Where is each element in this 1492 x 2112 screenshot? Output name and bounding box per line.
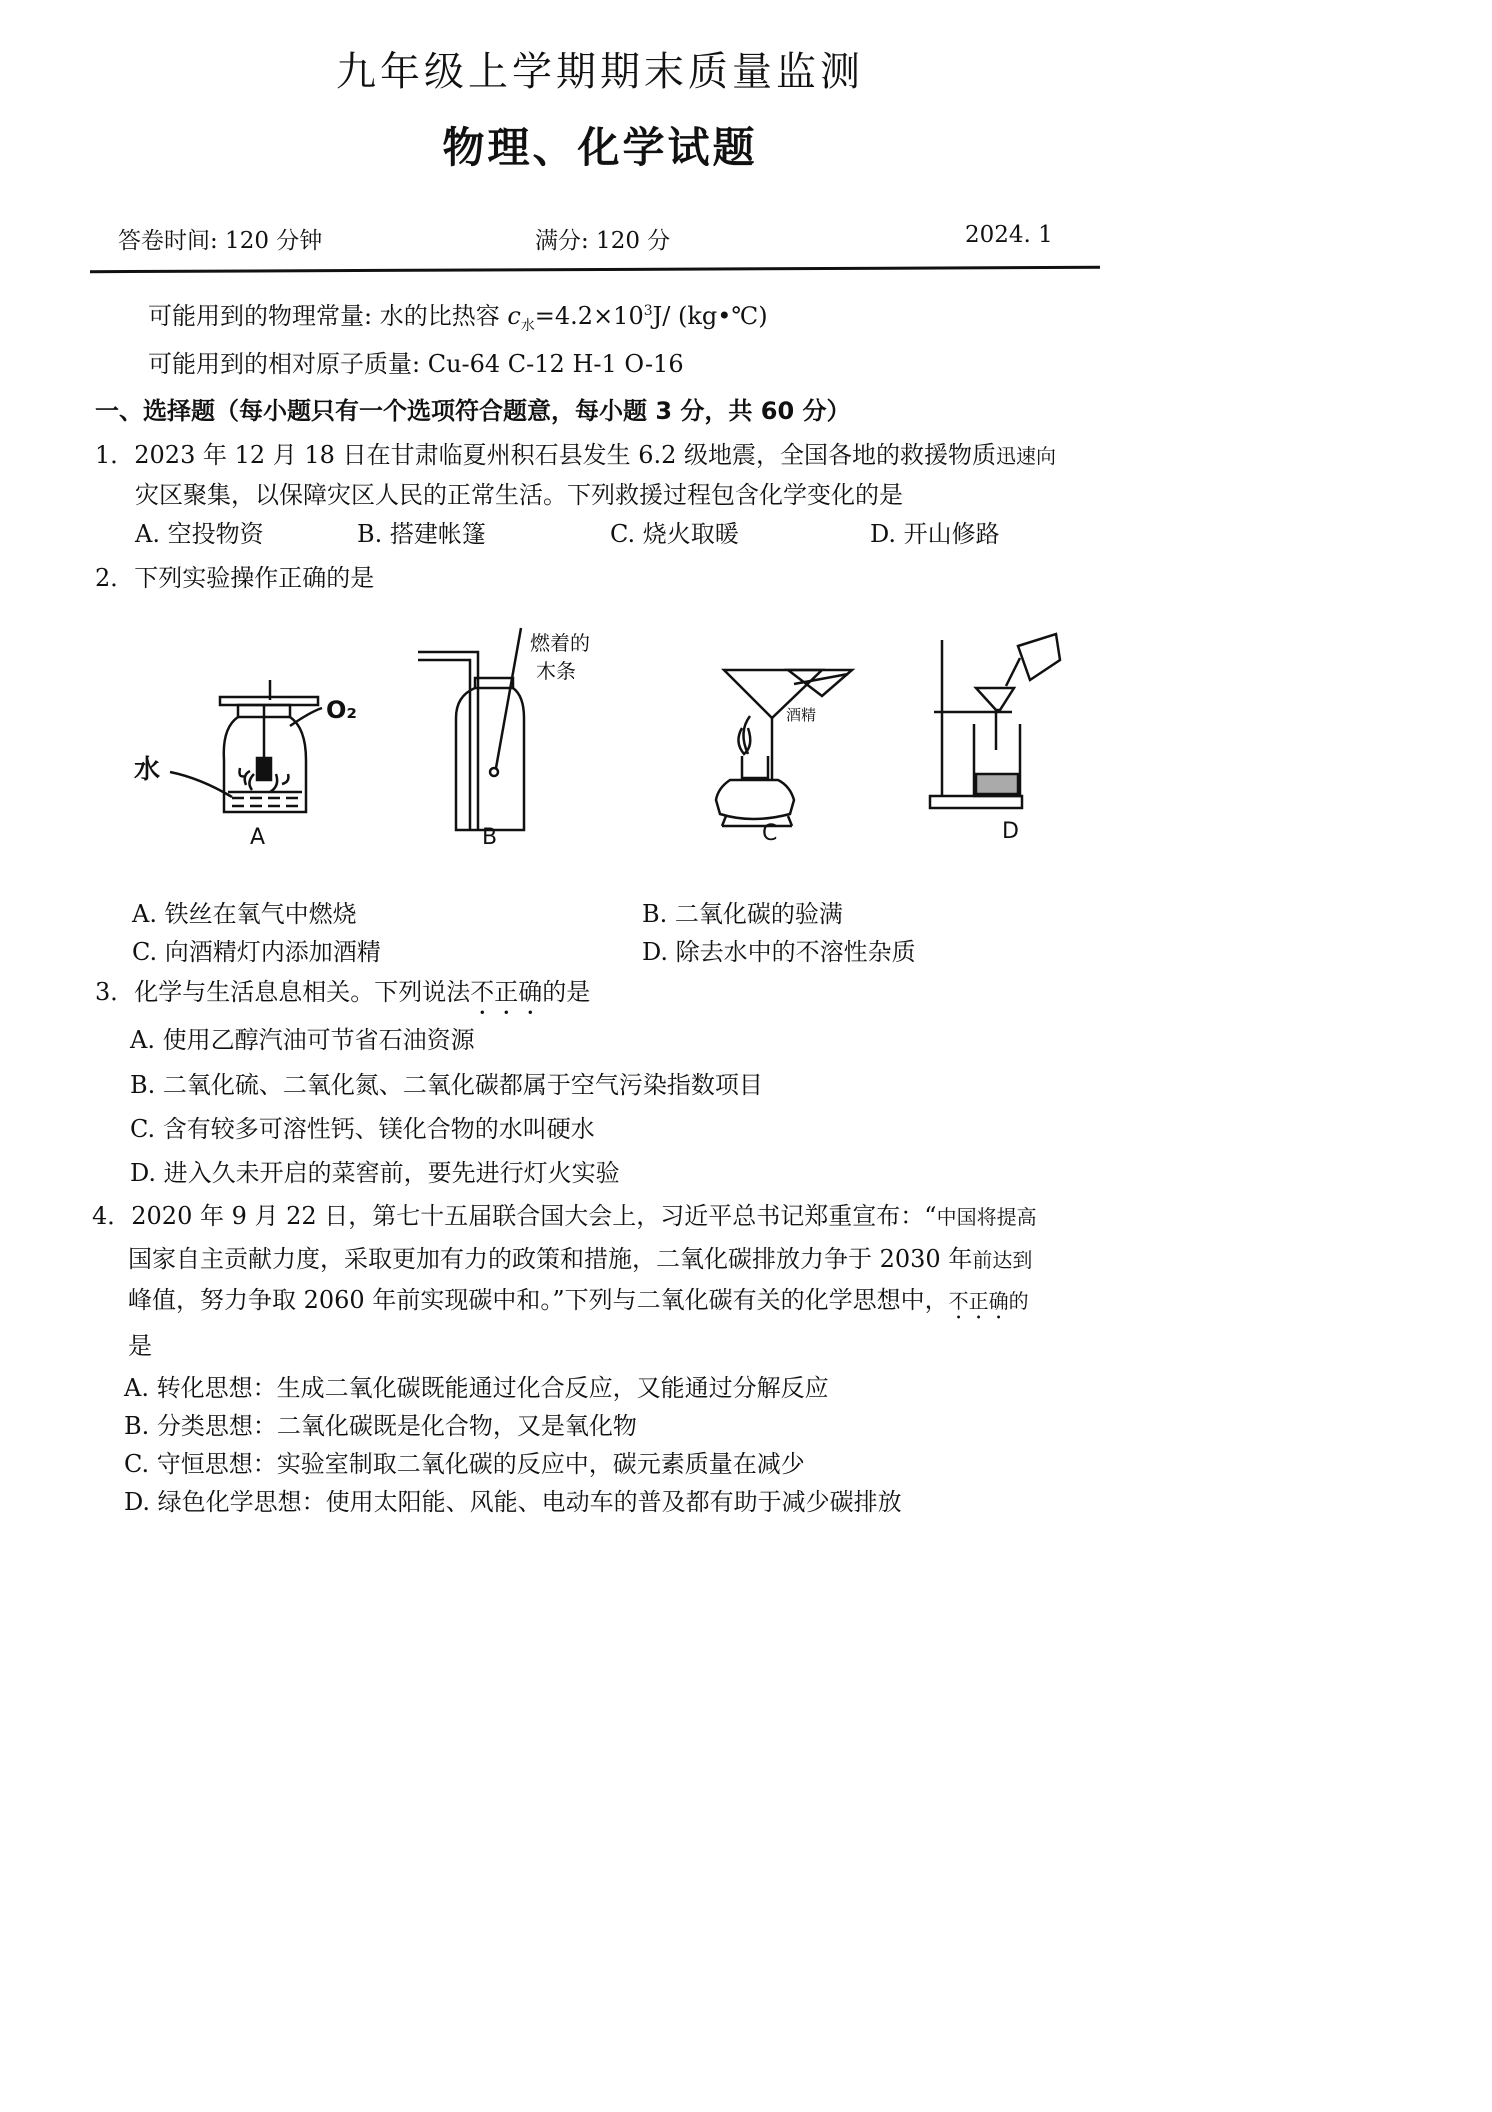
figure-stick-label-1: 燃着的 [530,631,590,655]
q4-option-d: D. 绿色化学思想：使用太阳能、风能、电动车的普及都有助于减少碳排放 [124,1488,902,1516]
q4-stem-line3 [128,1280,1029,1324]
q3-stem-emphasis: 不正确 [470,978,543,1006]
q1-option-b: B. 搭建帐篷 [357,520,486,548]
figure-label-b: B [482,825,498,850]
q4-line3-tail: 的 [1008,1289,1029,1313]
q2-option-d: D. 除去水中的不溶性杂质 [642,938,916,966]
q4-option-a: A. 转化思想：生成二氧化碳既能通过化合反应，又能通过分解反应 [124,1374,829,1402]
exam-score: 满分: 120 分 [535,228,671,254]
q2-option-c: C. 向酒精灯内添加酒精 [132,938,381,966]
q2-stem: 2．下列实验操作正确的是 [95,564,375,592]
header-divider [90,266,1100,273]
q4-line2-tail: 前达到 [972,1248,1033,1272]
atomic-masses: 可能用到的相对原子质量: Cu-64 C-12 H-1 O-16 [148,350,684,378]
q3-option-d: D. 进入久未开启的菜窖前，要先进行灯火实验 [130,1159,620,1187]
physics-constant-unit: J/ (kg•℃) [652,302,768,330]
q4-stem-line4: 是 [128,1332,152,1360]
q1-line1-text: 1．2023 年 12 月 18 日在甘肃临夏州积石县发生 6.2 级地震，全国各地的救援物质 [95,441,996,469]
q3-stem [95,972,590,1020]
exam-time: 答卷时间: 120 分钟 [118,228,323,254]
physics-constant-exponent: 3 [643,303,653,319]
q1-option-d: D. 开山修路 [870,520,1000,548]
q1-line1-tail: 迅速向 [996,444,1056,468]
q3-option-a: A. 使用乙醇汽油可节省石油资源 [130,1026,475,1054]
q4-line3-emphasis: 不正确 [948,1289,1009,1313]
q4-line1-tail: 中国将提高 [936,1205,1037,1229]
exam-title: 九年级上学期期末质量监测 [336,49,864,95]
physics-constant-subscript: 水 [520,317,535,334]
exam-subtitle: 物理、化学试题 [442,123,758,172]
q2-option-b: B. 二氧化碳的验满 [642,900,843,928]
section-heading: 一、选择题（每小题只有一个选项符合题意，每小题 3 分，共 60 分） [95,397,851,425]
figure-stick-label-2: 木条 [536,659,576,683]
q4-stem-line2 [128,1239,1032,1274]
figure-water-label: 水 [134,755,161,785]
physics-constant-value: =4.2×10 [534,302,644,330]
q4-line3-text: 峰值，努力争取 2060 年前实现碳中和。”下列与二氧化碳有关的化学思想中， [128,1286,949,1314]
figure-label-c: C [762,821,778,846]
q4-option-b: B. 分类思想：二氧化碳既是化合物，又是氧化物 [124,1412,637,1440]
figure-c-alcohol-lamp [716,670,852,826]
q1-stem-line1 [95,435,1056,470]
q1-option-c: C. 烧火取暖 [610,520,739,548]
q4-stem-line1 [92,1196,1037,1231]
physics-constant [148,296,768,335]
figure-d-filtration [930,634,1060,808]
q3-stem-post: 的是 [542,978,591,1006]
q1-option-a: A. 空投物资 [135,520,264,548]
q3-option-b: B. 二氧化硫、二氧化氮、二氧化碳都属于空气污染指数项目 [130,1071,763,1099]
q4-option-c: C. 守恒思想：实验室制取二氧化碳的反应中，碳元素质量在减少 [124,1450,805,1478]
q3-option-c: C. 含有较多可溶性钙、镁化合物的水叫硬水 [130,1115,595,1143]
figure-a-oxygen-bottle [170,680,322,812]
physics-constant-symbol: c [507,302,521,330]
figure-label-a: A [250,825,266,850]
physics-constant-prefix: 可能用到的物理常量: 水的比热容 [148,302,508,330]
q1-stem-line2: 灾区聚集，以保障灾区人民的正常生活。下列救援过程包含化学变化的是 [135,481,903,509]
figure-b-gas-bottle [418,628,524,830]
figure-alcohol-label: 酒精 [786,706,817,724]
q4-line2-text: 国家自主贡献力度，采取更加有力的政策和措施，二氧化碳排放力争于 2030 年 [128,1245,973,1273]
q2-figure [0,600,1120,860]
q4-line1-text: 4．2020 年 9 月 22 日，第七十五届联合国大会上，习近平总书记郑重宣布：“ [92,1202,937,1230]
q2-option-a: A. 铁丝在氧气中燃烧 [132,900,357,928]
q3-stem-pre: 3．化学与生活息息相关。下列说法 [95,978,471,1006]
figure-o2-label: O₂ [326,696,357,724]
figure-label-d: D [1002,819,1019,844]
exam-date: 2024. 1 [965,222,1053,248]
